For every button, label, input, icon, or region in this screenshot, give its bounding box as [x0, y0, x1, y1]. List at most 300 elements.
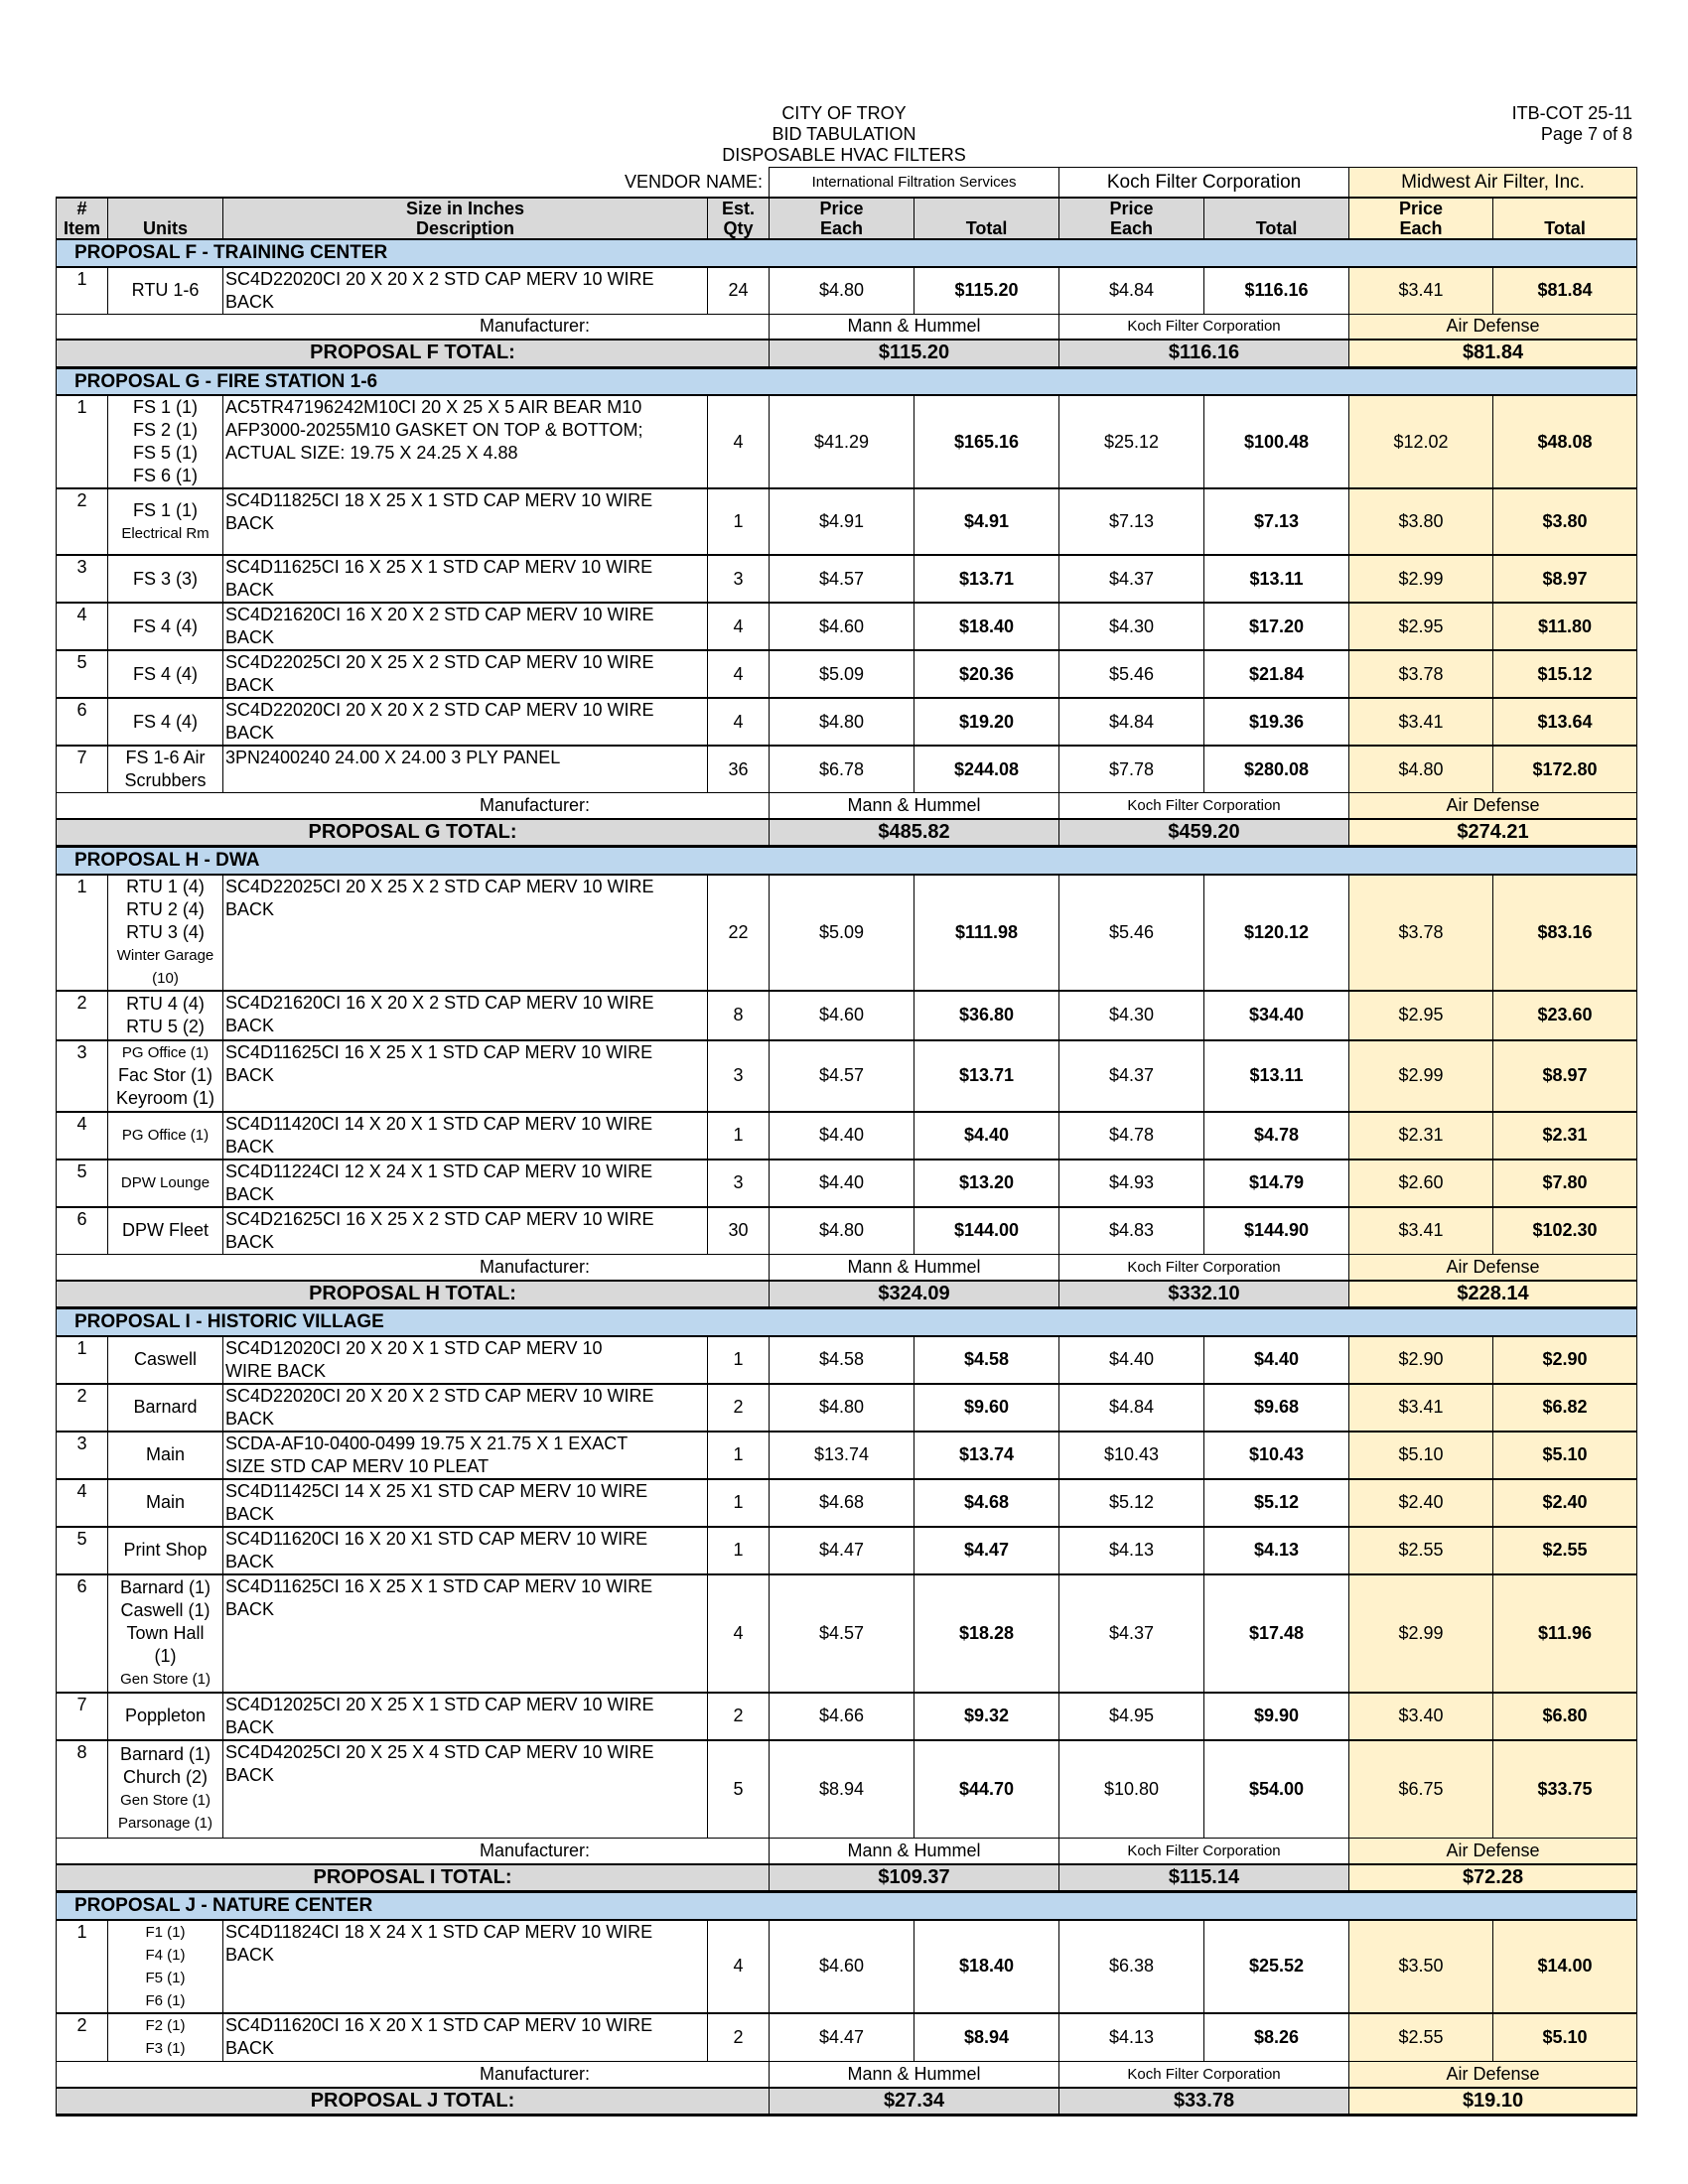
unit-line: FS 1 (1)	[132, 397, 198, 417]
item-units	[108, 650, 223, 698]
manufacturer-vendor-2: Koch Filter Corporation	[1059, 1839, 1349, 1864]
proposal-total-vendor-3: $72.28	[1349, 1864, 1637, 1892]
unit-line: Winter Garage	[116, 946, 214, 964]
table-row	[57, 2013, 1637, 2062]
v2-total: $280.08	[1204, 746, 1349, 793]
section-title: PROPOSAL F - TRAINING CENTER	[57, 239, 1637, 267]
item-description	[223, 875, 708, 991]
manufacturer-label: Manufacturer:	[57, 314, 770, 340]
col-v1-price: Price Each	[770, 198, 914, 239]
table-body	[57, 168, 1637, 2116]
description-line: BACK	[225, 1015, 275, 1035]
v1-price: $4.68	[770, 1479, 914, 1527]
item-number: 3	[57, 1432, 108, 1479]
v1-price: $4.60	[770, 1920, 914, 2013]
unit-line: F2 (1)	[145, 2017, 186, 2035]
item-qty: 1	[708, 1432, 770, 1479]
unit-line: FS 2 (1)	[132, 420, 198, 440]
manufacturer-row	[57, 2062, 1637, 2088]
unit-line: Caswell	[133, 1349, 198, 1369]
description-line: BACK	[225, 627, 275, 647]
description-line: BACK	[225, 1598, 275, 1619]
item-description	[223, 488, 708, 555]
v3-total: $48.08	[1493, 395, 1637, 488]
v3-price: $3.80	[1349, 488, 1493, 555]
v2-price: $10.80	[1059, 1740, 1204, 1839]
unit-line: Print Shop	[123, 1540, 208, 1560]
v1-total: $244.08	[914, 746, 1059, 793]
v3-total: $2.40	[1493, 1479, 1637, 1527]
v2-price: $10.43	[1059, 1432, 1204, 1479]
v3-total: $81.84	[1493, 267, 1637, 315]
v1-total: $4.68	[914, 1479, 1059, 1527]
col-v3-price: Price Each	[1349, 198, 1493, 239]
description-line: SC4D11625CI 16 X 25 X 1 STD CAP MERV 10 WIRE	[225, 557, 653, 577]
item-units	[108, 1384, 223, 1432]
v3-price: $2.60	[1349, 1160, 1493, 1207]
description-line: SC4D11425CI 14 X 25 X1 STD CAP MERV 10 WIRE	[225, 1480, 648, 1501]
v3-price: $5.10	[1349, 1432, 1493, 1479]
manufacturer-vendor-3: Air Defense	[1349, 793, 1637, 819]
col-units: Units	[108, 198, 223, 239]
v3-total: $8.97	[1493, 555, 1637, 603]
unit-line: Main	[145, 1492, 185, 1512]
v3-price: $3.41	[1349, 1384, 1493, 1432]
unit-line: FS 1 (1)	[132, 499, 198, 520]
item-number: 2	[57, 2013, 108, 2062]
v1-total: $13.20	[914, 1160, 1059, 1207]
unit-line: FS 4 (4)	[132, 615, 198, 636]
proposal-total-label: PROPOSAL I TOTAL:	[57, 1864, 770, 1892]
v3-total: $2.31	[1493, 1112, 1637, 1160]
unit-line: (1)	[154, 1645, 177, 1666]
v3-total: $11.96	[1493, 1574, 1637, 1693]
item-description	[223, 746, 708, 793]
section-header-row	[57, 367, 1637, 395]
proposal-total-label: PROPOSAL J TOTAL:	[57, 2088, 770, 2116]
col-qty: Est. Qty	[708, 198, 770, 239]
unit-line: Church (2)	[122, 1767, 209, 1788]
item-number: 6	[57, 1207, 108, 1255]
item-description	[223, 1160, 708, 1207]
item-units	[108, 1693, 223, 1740]
section-header-row	[57, 1892, 1637, 1920]
proposal-total-vendor-3: $228.14	[1349, 1281, 1637, 1308]
col-v2-price: Price Each	[1059, 198, 1204, 239]
unit-line: FS 4 (4)	[132, 711, 198, 732]
description-line: BACK	[225, 513, 275, 533]
item-description	[223, 1527, 708, 1574]
description-line: SC4D11620CI 16 X 20 X1 STD CAP MERV 10 WIRE	[225, 1528, 648, 1549]
v3-total: $2.55	[1493, 1527, 1637, 1574]
proposal-total-row	[57, 2088, 1637, 2116]
v3-price: $2.90	[1349, 1336, 1493, 1384]
item-number: 4	[57, 1112, 108, 1160]
v3-total: $5.10	[1493, 2013, 1637, 2062]
v1-price: $13.74	[770, 1432, 914, 1479]
v3-total: $23.60	[1493, 991, 1637, 1040]
item-units	[108, 555, 223, 603]
table-row	[57, 603, 1637, 650]
v1-price: $4.47	[770, 2013, 914, 2062]
description-line: SC4D22025CI 20 X 25 X 2 STD CAP MERV 10 WIRE	[225, 876, 654, 896]
description-line: SC4D22020CI 20 X 20 X 2 STD CAP MERV 10 WIRE	[225, 700, 654, 720]
unit-line: DPW Fleet	[121, 1220, 209, 1241]
unit-line: (10)	[152, 969, 179, 987]
item-number: 5	[57, 650, 108, 698]
table-row	[57, 1160, 1637, 1207]
proposal-total-vendor-1: $27.34	[770, 2088, 1059, 2116]
v3-total: $14.00	[1493, 1920, 1637, 2013]
table-row	[57, 395, 1637, 488]
unit-line: Electrical Rm	[121, 524, 210, 542]
v1-price: $4.91	[770, 488, 914, 555]
item-description	[223, 2013, 708, 2062]
v3-total: $13.64	[1493, 698, 1637, 746]
unit-line: F6 (1)	[145, 1991, 186, 2009]
item-description	[223, 1040, 708, 1112]
v1-price: $4.57	[770, 555, 914, 603]
description-line: WIRE BACK	[225, 1360, 327, 1381]
description-line: AFP3000-20255M10 GASKET ON TOP & BOTTOM;	[225, 420, 643, 440]
v2-total: $120.12	[1204, 875, 1349, 991]
table-row	[57, 1740, 1637, 1839]
v2-price: $4.84	[1059, 698, 1204, 746]
description-line: SC4D21620CI 16 X 20 X 2 STD CAP MERV 10 WIRE	[225, 992, 654, 1013]
proposal-total-vendor-2: $459.20	[1059, 819, 1349, 847]
manufacturer-vendor-3: Air Defense	[1349, 2062, 1637, 2088]
v1-price: $4.57	[770, 1574, 914, 1693]
v2-price: $4.37	[1059, 555, 1204, 603]
section-header-row	[57, 847, 1637, 875]
col-v2-total: Total	[1204, 198, 1349, 239]
item-description	[223, 698, 708, 746]
item-units	[108, 1160, 223, 1207]
table-row	[57, 1432, 1637, 1479]
v1-price: $4.80	[770, 698, 914, 746]
proposal-total-label: PROPOSAL H TOTAL:	[57, 1281, 770, 1308]
description-line: BACK	[225, 291, 275, 312]
v3-price: $2.31	[1349, 1112, 1493, 1160]
table-row	[57, 488, 1637, 555]
unit-line: Poppleton	[124, 1706, 207, 1725]
description-line: BACK	[225, 1944, 275, 1965]
proposal-total-vendor-1: $485.82	[770, 819, 1059, 847]
v1-price: $6.78	[770, 746, 914, 793]
v1-price: $4.66	[770, 1693, 914, 1740]
unit-line: RTU 5 (2)	[126, 1016, 205, 1036]
unit-line: FS 6 (1)	[132, 466, 198, 485]
v1-total: $115.20	[914, 267, 1059, 315]
v2-price: $4.78	[1059, 1112, 1204, 1160]
v2-total: $34.40	[1204, 991, 1349, 1040]
v2-total: $116.16	[1204, 267, 1349, 315]
description-line: SC4D21620CI 16 X 20 X 2 STD CAP MERV 10 WIRE	[225, 605, 654, 624]
v1-total: $18.28	[914, 1574, 1059, 1693]
v3-price: $2.95	[1349, 991, 1493, 1040]
manufacturer-vendor-2: Koch Filter Corporation	[1059, 2062, 1349, 2088]
v3-total: $8.97	[1493, 1040, 1637, 1112]
item-qty: 22	[708, 875, 770, 991]
v3-price: $3.78	[1349, 650, 1493, 698]
v1-total: $4.47	[914, 1527, 1059, 1574]
description-line: BACK	[225, 580, 275, 600]
unit-line: F4 (1)	[145, 1946, 186, 1964]
v2-total: $17.48	[1204, 1574, 1349, 1693]
v1-price: $4.47	[770, 1527, 914, 1574]
item-units	[108, 991, 223, 1040]
v3-price: $2.40	[1349, 1479, 1493, 1527]
v1-total: $4.91	[914, 488, 1059, 555]
description-line: SC4D12025CI 20 X 25 X 1 STD CAP MERV 10 WIRE	[225, 1694, 654, 1714]
v1-price: $4.40	[770, 1112, 914, 1160]
description-line: BACK	[225, 2037, 275, 2058]
v1-total: $9.60	[914, 1384, 1059, 1432]
item-qty: 4	[708, 650, 770, 698]
item-description	[223, 267, 708, 315]
proposal-total-vendor-2: $115.14	[1059, 1864, 1349, 1892]
item-units	[108, 1920, 223, 2013]
item-number: 1	[57, 395, 108, 488]
manufacturer-label: Manufacturer:	[57, 1255, 770, 1281]
table-row	[57, 1527, 1637, 1574]
unit-line: Main	[145, 1444, 185, 1464]
description-line: SC4D22020CI 20 X 20 X 2 STD CAP MERV 10 WIRE	[225, 268, 654, 289]
table-row	[57, 1574, 1637, 1693]
item-description	[223, 1574, 708, 1693]
item-qty: 4	[708, 395, 770, 488]
description-line: BACK	[225, 1408, 275, 1429]
item-number: 2	[57, 1384, 108, 1432]
manufacturer-vendor-1: Mann & Hummel	[770, 314, 1059, 340]
section-title: PROPOSAL I - HISTORIC VILLAGE	[57, 1308, 1637, 1336]
unit-line: FS 4 (4)	[132, 663, 198, 684]
col-item: # Item	[57, 198, 108, 239]
item-qty: 1	[708, 1112, 770, 1160]
item-description	[223, 395, 708, 488]
unit-line: Barnard (1)	[119, 1576, 211, 1597]
proposal-total-vendor-2: $116.16	[1059, 340, 1349, 367]
v2-total: $8.26	[1204, 2013, 1349, 2062]
item-qty: 8	[708, 991, 770, 1040]
item-units	[108, 1479, 223, 1527]
table-row	[57, 746, 1637, 793]
item-description	[223, 1479, 708, 1527]
v2-price: $4.93	[1059, 1160, 1204, 1207]
unit-line: FS 3 (3)	[132, 568, 198, 589]
v2-total: $4.40	[1204, 1336, 1349, 1384]
item-qty: 30	[708, 1207, 770, 1255]
item-description	[223, 991, 708, 1040]
unit-line: DPW Lounge	[120, 1174, 211, 1191]
vendor-label: VENDOR NAME:	[625, 171, 764, 192]
v2-price: $4.37	[1059, 1574, 1204, 1693]
item-qty: 36	[708, 746, 770, 793]
description-line: SC4D42025CI 20 X 25 X 4 STD CAP MERV 10 WIRE	[225, 1741, 654, 1762]
v3-price: $3.50	[1349, 1920, 1493, 2013]
v1-price: $5.09	[770, 875, 914, 991]
table-row	[57, 698, 1637, 746]
v2-total: $100.48	[1204, 395, 1349, 488]
table-row	[57, 1920, 1637, 2013]
v2-price: $7.13	[1059, 488, 1204, 555]
v3-total: $102.30	[1493, 1207, 1637, 1255]
manufacturer-vendor-1: Mann & Hummel	[770, 1839, 1059, 1864]
v1-total: $8.94	[914, 2013, 1059, 2062]
item-qty: 1	[708, 1527, 770, 1574]
unit-line: Parsonage (1)	[117, 1815, 213, 1833]
section-title: PROPOSAL G - FIRE STATION 1-6	[57, 367, 1637, 395]
item-qty: 4	[708, 1574, 770, 1693]
v1-price: $5.09	[770, 650, 914, 698]
v1-total: $18.40	[914, 603, 1059, 650]
item-qty: 2	[708, 2013, 770, 2062]
item-qty: 5	[708, 1740, 770, 1839]
proposal-total-vendor-3: $81.84	[1349, 340, 1637, 367]
proposal-total-vendor-2: $33.78	[1059, 2088, 1349, 2116]
description-line: BACK	[225, 1764, 275, 1785]
item-number: 1	[57, 1336, 108, 1384]
v3-total: $2.90	[1493, 1336, 1637, 1384]
description-line: SC4D22025CI 20 X 25 X 2 STD CAP MERV 10 WIRE	[225, 652, 654, 672]
table-row	[57, 1384, 1637, 1432]
v2-price: $4.40	[1059, 1336, 1204, 1384]
v1-total: $9.32	[914, 1693, 1059, 1740]
item-qty: 24	[708, 267, 770, 315]
item-description	[223, 1920, 708, 2013]
v2-price: $4.95	[1059, 1693, 1204, 1740]
item-number: 5	[57, 1160, 108, 1207]
proposal-total-row	[57, 1281, 1637, 1308]
v2-total: $4.13	[1204, 1527, 1349, 1574]
v2-total: $21.84	[1204, 650, 1349, 698]
item-qty: 1	[708, 1336, 770, 1384]
item-description	[223, 1207, 708, 1255]
v2-price: $5.46	[1059, 875, 1204, 991]
table-row	[57, 650, 1637, 698]
v2-total: $10.43	[1204, 1432, 1349, 1479]
item-number: 8	[57, 1740, 108, 1839]
unit-line: PG Office (1)	[121, 1044, 210, 1061]
manufacturer-vendor-3: Air Defense	[1349, 1839, 1637, 1864]
description-line: SC4D11825CI 18 X 25 X 1 STD CAP MERV 10 WIRE	[225, 490, 653, 510]
item-number: 1	[57, 267, 108, 315]
description-line: BACK	[225, 1716, 275, 1737]
proposal-total-vendor-2: $332.10	[1059, 1281, 1349, 1308]
v3-price: $3.40	[1349, 1693, 1493, 1740]
item-qty: 4	[708, 603, 770, 650]
description-line: SC4D11420CI 14 X 20 X 1 STD CAP MERV 10 WIRE	[225, 1113, 653, 1134]
section-header-row	[57, 1308, 1637, 1336]
v1-total: $13.71	[914, 555, 1059, 603]
v2-total: $14.79	[1204, 1160, 1349, 1207]
description-line: BACK	[225, 1183, 275, 1204]
item-number: 6	[57, 698, 108, 746]
description-line: SC4D22020CI 20 X 20 X 2 STD CAP MERV 10 WIRE	[225, 1385, 654, 1406]
v1-price: $4.80	[770, 267, 914, 315]
v2-price: $4.13	[1059, 2013, 1204, 2062]
v1-price: $4.80	[770, 1207, 914, 1255]
proposal-total-label: PROPOSAL F TOTAL:	[57, 340, 770, 367]
v2-price: $4.13	[1059, 1527, 1204, 1574]
item-description	[223, 1112, 708, 1160]
proposal-total-label: PROPOSAL G TOTAL:	[57, 819, 770, 847]
v1-total: $111.98	[914, 875, 1059, 991]
description-line: SIZE STD CAP MERV 10 PLEAT	[225, 1455, 490, 1476]
doc-title: BID TABULATION	[772, 124, 916, 144]
v3-price: $3.41	[1349, 267, 1493, 315]
item-units	[108, 395, 223, 488]
manufacturer-row	[57, 793, 1637, 819]
v2-total: $25.52	[1204, 1920, 1349, 2013]
v2-total: $17.20	[1204, 603, 1349, 650]
item-qty: 2	[708, 1693, 770, 1740]
manufacturer-row	[57, 1255, 1637, 1281]
v1-total: $4.58	[914, 1336, 1059, 1384]
v3-price: $2.99	[1349, 1040, 1493, 1112]
unit-line: Barnard	[133, 1397, 198, 1417]
table-row	[57, 1336, 1637, 1384]
unit-line: Scrubbers	[124, 770, 207, 790]
table-row	[57, 267, 1637, 315]
v3-price: $2.95	[1349, 603, 1493, 650]
v2-price: $4.84	[1059, 1384, 1204, 1432]
v3-total: $6.80	[1493, 1693, 1637, 1740]
doc-reference	[1512, 103, 1632, 145]
description-line: 3PN2400240 24.00 X 24.00 3 PLY PANEL	[225, 748, 561, 767]
v2-total: $9.90	[1204, 1693, 1349, 1740]
v3-price: $3.41	[1349, 698, 1493, 746]
unit-line: RTU 1-6	[131, 280, 200, 300]
item-units	[108, 875, 223, 991]
description-line: SC4D11224CI 12 X 24 X 1 STD CAP MERV 10 WIRE	[225, 1160, 653, 1181]
item-number: 2	[57, 488, 108, 555]
proposal-total-vendor-3: $274.21	[1349, 819, 1637, 847]
proposal-total-vendor-3: $19.10	[1349, 2088, 1637, 2116]
table-row	[57, 1112, 1637, 1160]
v1-price: $41.29	[770, 395, 914, 488]
v3-price: $2.99	[1349, 555, 1493, 603]
item-units	[108, 1432, 223, 1479]
v3-total: $33.75	[1493, 1740, 1637, 1839]
vendor-row	[57, 168, 1637, 198]
v1-total: $165.16	[914, 395, 1059, 488]
v1-price: $4.40	[770, 1160, 914, 1207]
item-description	[223, 603, 708, 650]
item-number: 7	[57, 1693, 108, 1740]
v1-total: $13.74	[914, 1432, 1059, 1479]
v1-total: $144.00	[914, 1207, 1059, 1255]
description-line: SCDA-AF10-0400-0499 19.75 X 21.75 X 1 EXACT	[225, 1433, 629, 1453]
table-row	[57, 991, 1637, 1040]
description-line: BACK	[225, 1136, 275, 1157]
description-line: BACK	[225, 1551, 275, 1571]
v3-price: $12.02	[1349, 395, 1493, 488]
item-number: 4	[57, 603, 108, 650]
unit-line: RTU 4 (4)	[126, 993, 205, 1014]
page-number: Page 7 of 8	[1540, 124, 1632, 144]
v2-price: $4.83	[1059, 1207, 1204, 1255]
doc-subtitle: DISPOSABLE HVAC FILTERS	[722, 145, 966, 165]
manufacturer-label: Manufacturer:	[57, 793, 770, 819]
item-qty: 4	[708, 698, 770, 746]
v2-total: $9.68	[1204, 1384, 1349, 1432]
v2-total: $13.11	[1204, 1040, 1349, 1112]
v2-price: $4.30	[1059, 603, 1204, 650]
item-units	[108, 2013, 223, 2062]
manufacturer-vendor-2: Koch Filter Corporation	[1059, 1255, 1349, 1281]
item-units	[108, 1574, 223, 1693]
